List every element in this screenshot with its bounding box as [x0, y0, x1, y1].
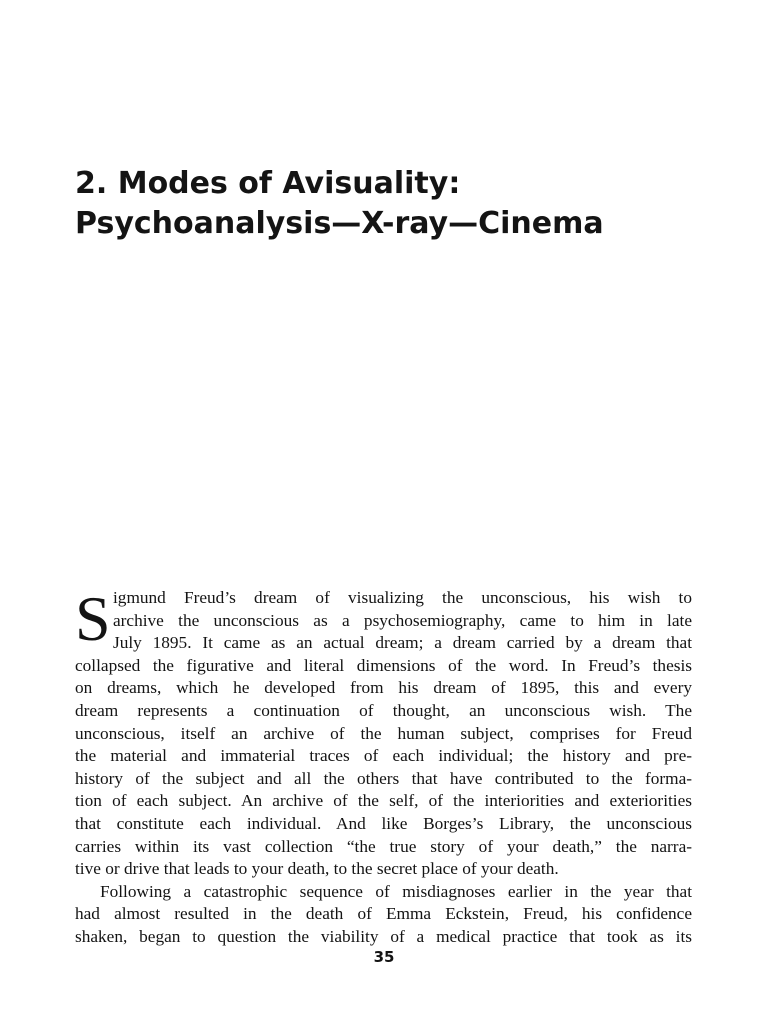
paragraph-line: igmund Freud’s dream of visualizing the unconscious, his wish to [113, 588, 692, 607]
paragraph-line: carries within its vast collection “the true story of your death,” the narra- [75, 836, 692, 856]
paragraph-line: that constitute each individual. And like Borges’s Library, the unconscious [75, 813, 692, 833]
paragraph-line: collapsed the figurative and literal dimensions of the word. In Freud’s thesis [75, 655, 692, 675]
paragraph-line: Following a catastrophic sequence of misdiagnoses earlier in the year that [100, 881, 692, 901]
page-number: 35 [373, 948, 395, 966]
paragraph-line: history of the subject and all the others that have contributed to the forma- [75, 768, 692, 788]
paragraph-line: had almost resulted in the death of Emma Eckstein, Freud, his confidence [75, 904, 692, 924]
chapter-title-line-2: Psychoanalysis—X-ray—Cinema [75, 206, 604, 241]
drop-cap: S [75, 583, 111, 654]
body-text [75, 583, 692, 949]
paragraph-line: on dreams, which he developed from his dream of 1895, this and every [75, 678, 692, 698]
paragraph-line: archive the unconscious as a psychosemiography, came to him in late [113, 610, 692, 630]
paragraph-line: unconscious, itself an archive of the human subject, comprises for Freud [75, 723, 692, 743]
paragraph-line: July 1895. It came as an actual dream; a dream carried by a dream that [113, 633, 692, 653]
chapter-title [75, 164, 604, 244]
paragraph-line: the material and immaterial traces of each individual; the history and pre- [75, 746, 692, 766]
paragraph-line: tive or drive that leads to your death, to the secret place of your death. [75, 859, 559, 879]
paragraph-line: shaken, began to question the viability of a medical practice that took as its [75, 926, 692, 946]
paragraph-line: tion of each subject. An archive of the self, of the interiorities and exteriorities [75, 791, 692, 811]
paragraph-line: dream represents a continuation of thought, an unconscious wish. The [75, 700, 692, 720]
chapter-title-line-1: 2. Modes of Avisuality: [75, 166, 461, 201]
